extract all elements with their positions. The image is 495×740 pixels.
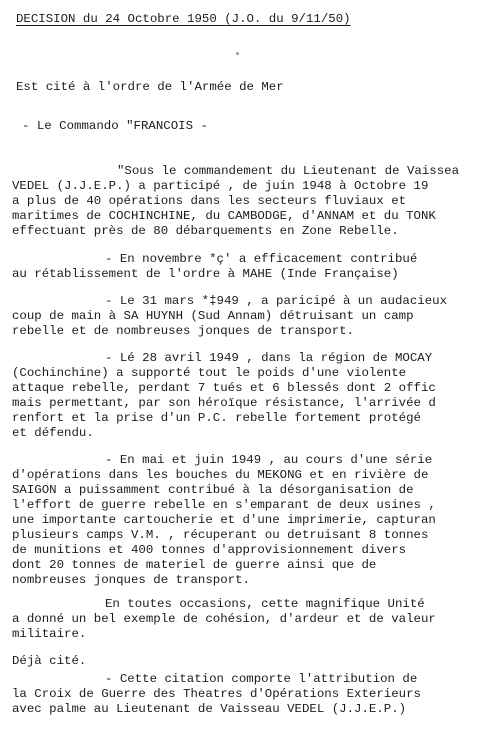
text-line: - En novembre *ç' a efficacement contribué xyxy=(105,252,418,266)
text-line: effectuant près de 80 débarquements en Zone Rebelle. xyxy=(12,224,399,238)
text-line: militaire. xyxy=(12,627,87,641)
text-line: coup de main à SA HUYNH (Sud Annam) détruisant un camp xyxy=(12,309,414,323)
text-line: une importante cartoucherie et d'une imprimerie, capturan xyxy=(12,513,436,527)
text-line: - Le 31 mars *‡949 , a paricipé à un audacieux xyxy=(105,294,448,308)
text-line: renfort et la prise d'un P.C. rebelle fortement protégé xyxy=(12,411,421,425)
text-line: SAIGON a puissamment contribué à la désorganisation de xyxy=(12,483,414,497)
text-line: attaque rebelle, perdant 7 tués et 6 blessés dont 2 offic xyxy=(12,381,436,395)
text-line: a plus de 40 opérations dans les secteurs fluviaux et xyxy=(12,194,407,208)
text-line: maritimes de COCHINCHINE, du CAMBODGE, d'ANNAM et du TONK xyxy=(12,209,436,223)
text-line: - En mai et juin 1949 , au cours d'une série xyxy=(105,453,433,467)
text-line: et défendu. xyxy=(12,426,94,440)
already-cited: Déjà cité. xyxy=(12,654,87,668)
text-line: (Cochinchine) a supporté tout le poids d'une violente xyxy=(12,366,407,380)
decision-header: DECISION du 24 Octobre 1950 (J.O. du 9/11/50) xyxy=(16,12,351,26)
text-line: avec palme au Lieutenant de Vaisseau VEDEL (J.J.E.P.) xyxy=(12,702,407,716)
text-line: VEDEL (J.J.E.P.) a participé , de juin 1948 à Octobre 19 xyxy=(12,179,429,193)
text-line: au rétablissement de l'ordre à MAHE (Inde Française) xyxy=(12,267,399,281)
text-line: "Sous le commandement du Lieutenant de Vaissea xyxy=(117,164,460,178)
unit-name: - Le Commando "FRANCOIS - xyxy=(22,119,208,133)
text-line: plusieurs camps V.M. , récuperant ou detruisant 8 tonnes xyxy=(12,528,429,542)
text-line: rebelle et de nombreuses jonques de transport. xyxy=(12,324,355,338)
text-line: - Cette citation comporte l'attribution de xyxy=(105,672,418,686)
paper-speck xyxy=(236,52,239,55)
text-line: la Croix de Guerre des Theatres d'Opérations Exterieurs xyxy=(12,687,421,701)
citation-heading: Est cité à l'ordre de l'Armée de Mer xyxy=(16,80,284,94)
text-line: En toutes occasions, cette magnifique Unité xyxy=(105,597,425,611)
text-line: l'effort de guerre rebelle en s'emparant de deux usines , xyxy=(12,498,436,512)
text-line: de munitions et 400 tonnes d'approvisionnement divers xyxy=(12,543,407,557)
text-line: nombreuses jonques de transport. xyxy=(12,573,250,587)
text-line: mais permettant, par son héroïque résistance, l'arrivée d xyxy=(12,396,436,410)
text-line: dont 20 tonnes de materiel de guerre ainsi que de xyxy=(12,558,377,572)
text-line: d'opérations dans les bouches du MEKONG et en rivière de xyxy=(12,468,429,482)
text-line: - Lé 28 avril 1949 , dans la région de MOCAY xyxy=(105,351,433,365)
text-line: a donné un bel exemple de cohésion, d'ardeur et de valeur xyxy=(12,612,436,626)
